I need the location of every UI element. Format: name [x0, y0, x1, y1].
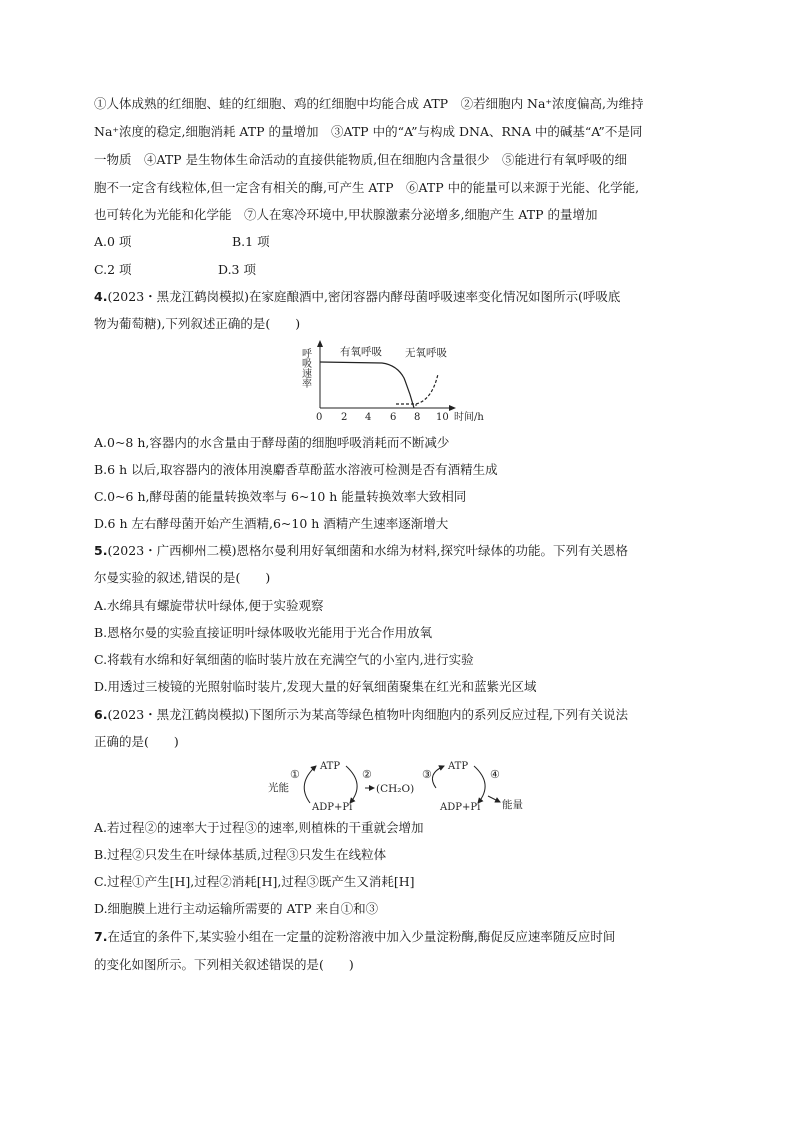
adp-label-right: ADP+Pi: [440, 802, 481, 813]
statement-line: Na⁺浓度的稳定,细胞消耗 ATP 的量增加 ③ATP 中的“A”与构成 DNA、RNA 中的碱基“A”不是同: [94, 124, 643, 139]
tick-0: 0: [316, 412, 323, 423]
question-7-stem: [94, 928, 615, 946]
ch2o-label: (CH₂O): [376, 783, 415, 795]
question-number: 5.: [94, 543, 108, 558]
q5-option-b: B.恩格尔曼的实验直接证明叶绿体吸收光能用于光合作用放氧: [94, 625, 433, 640]
anaerobic-curve: [396, 374, 438, 404]
question-number: 4.: [94, 289, 108, 304]
aerobic-label: 有氧呼吸: [340, 346, 382, 358]
aerobic-curve: [320, 362, 414, 408]
process-2-arrow: [346, 766, 357, 803]
q5-option-d: D.用透过三棱镜的光照射临时装片,发现大量的好氧细菌聚集在红光和蓝紫光区域: [94, 679, 537, 694]
q4-option-a: A.0~8 h,容器内的水含量由于酵母菌的细胞呼吸消耗而不断减少: [94, 435, 450, 450]
respiration-rate-graph: [292, 338, 484, 423]
energy-label: 能量: [502, 799, 523, 811]
question-number: 6.: [94, 707, 108, 722]
process-2-label: ②: [362, 768, 372, 781]
tick-8: 8: [414, 412, 421, 423]
stem-text: 在适宜的条件下,某实验小组在一定量的淀粉溶液中加入少量淀粉酶,酶促反应速率随反应时间: [107, 929, 616, 944]
light-energy-label: 光能: [268, 782, 289, 794]
question-5-stem: [94, 542, 628, 560]
atp-label-right: ATP: [448, 761, 469, 772]
q4-option-c: C.0~6 h,酵母菌的能量转换效率与 6~10 h 能量转换效率大致相同: [94, 489, 467, 504]
atp-label-left: ATP: [320, 761, 341, 772]
process-3-arrow: [432, 766, 444, 788]
tick-6: 6: [390, 412, 397, 423]
stem-text: (2023・广西柳州二模)恩格尔曼利用好氧细菌和水绵为材料,探究叶绿体的功能。下列有关恩格: [107, 543, 628, 558]
q5-option-a: A.水绵具有螺旋带状叶绿体,便于实验观察: [94, 598, 324, 613]
option-c: C.2 项: [94, 262, 132, 277]
statement-line: 一物质 ④ATP 是生物体生命活动的直接供能物质,但在细胞内含量很少 ⑤能进行有氧呼吸的细: [94, 152, 628, 167]
y-axis-label: 呼吸速率: [299, 348, 311, 388]
x-ticks: [316, 412, 449, 423]
statement-line: 也可转化为光能和化学能 ⑦人在寒冷环境中,甲状腺激素分泌增多,细胞产生 ATP 的量增加: [94, 207, 598, 222]
q5-option-c: C.将载有水绵和好氧细菌的临时装片放在充满空气的小室内,进行实验: [94, 652, 474, 667]
question-4-stem-cont: 物为葡萄糖),下列叙述正确的是( ): [94, 316, 301, 331]
atp-reaction-diagram: [268, 758, 538, 814]
question-4-stem: [94, 288, 620, 306]
statement-line: ①人体成熟的红细胞、蛙的红细胞、鸡的红细胞中均能合成 ATP ②若细胞内 Na⁺浓度偏高,为维持: [94, 96, 644, 111]
process-4-label: ④: [490, 768, 500, 781]
option-b: B.1 项: [232, 234, 270, 249]
question-6-stem-cont: 正确的是( ): [94, 734, 179, 749]
y-axis-arrow: [317, 340, 323, 347]
tick-10: 10: [436, 412, 449, 423]
q6-option-d: D.细胞膜上进行主动运输所需要的 ATP 来自①和③: [94, 901, 379, 916]
process-1-arrow: [304, 766, 316, 803]
anaerobic-label: 无氧呼吸: [405, 347, 447, 359]
statement-line: 胞不一定含有线粒体,但一定含有相关的酶,可产生 ATP ⑥ATP 中的能量可以来源于光能、化学能,: [94, 180, 640, 195]
to-energy-arrow: [488, 796, 500, 802]
process-3-label: ③: [422, 768, 432, 781]
process-4-arrow: [474, 766, 485, 803]
adp-label-left: ADP+Pi: [312, 802, 353, 813]
q6-option-b: B.过程②只发生在叶绿体基质,过程③只发生在线粒体: [94, 847, 387, 862]
stem-text: (2023・黑龙江鹤岗模拟)在家庭酿酒中,密闭容器内酵母菌呼吸速率变化情况如图所示(呼吸底: [107, 289, 621, 304]
option-a: A.0 项: [94, 234, 132, 249]
question-5-stem-cont: 尔曼实验的叙述,错误的是( ): [94, 570, 271, 585]
option-d: D.3 项: [218, 262, 256, 277]
x-axis-arrow: [449, 405, 456, 411]
tick-4: 4: [365, 412, 372, 423]
q6-option-a: A.若过程②的速率大于过程③的速率,则植株的干重就会增加: [94, 820, 424, 835]
q4-option-b: B.6 h 以后,取容器内的液体用溴麝香草酚蓝水溶液可检测是否有酒精生成: [94, 462, 498, 477]
q4-option-d: D.6 h 左右酵母菌开始产生酒精,6~10 h 酒精产生速率逐渐增大: [94, 516, 449, 531]
tick-2: 2: [341, 412, 348, 423]
question-6-stem: [94, 706, 628, 724]
question-number: 7.: [94, 929, 108, 944]
question-7-stem-cont: 的变化如图所示。下列相关叙述错误的是( ): [94, 957, 354, 972]
x-axis-label: 时间/h: [454, 412, 484, 423]
stem-text: (2023・黑龙江鹤岗模拟)下图所示为某高等绿色植物叶肉细胞内的系列反应过程,下列有关说法: [107, 707, 628, 722]
q6-option-c: C.过程①产生[H],过程②消耗[H],过程③既产生又消耗[H]: [94, 874, 415, 889]
process-1-label: ①: [290, 768, 300, 781]
